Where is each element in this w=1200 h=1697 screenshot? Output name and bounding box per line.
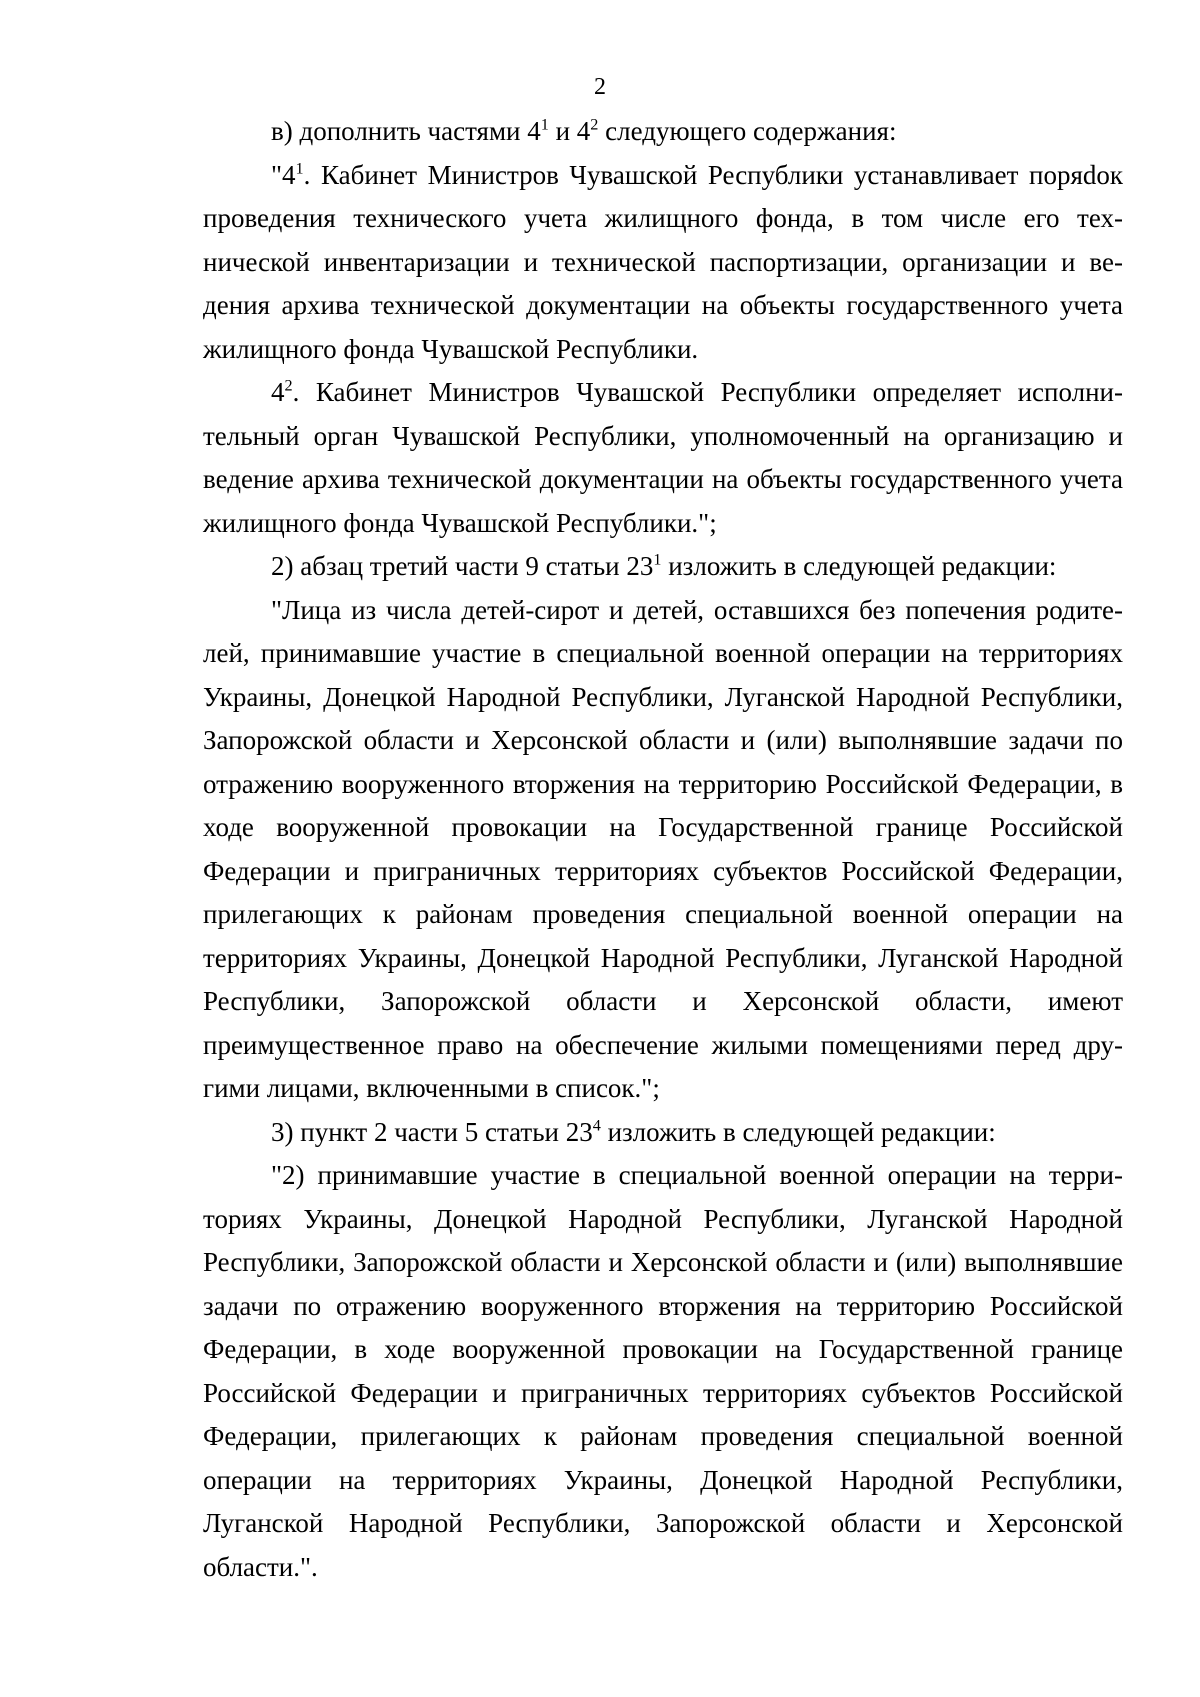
document-body	[203, 110, 1123, 1589]
p-item-3	[203, 1111, 1123, 1155]
p-item-3-text	[203, 1154, 1123, 1589]
text-run: следующего содержания:	[598, 116, 897, 146]
superscript-index: 1	[540, 115, 549, 134]
text-run: 3) пункт 2 части 5 статьи 23	[271, 1116, 593, 1147]
text-run: "2) принимавшие участие в специальной военной операции на территориях Украины, Донецкой Народной Республики, Луганской Народной Республики, Запорожской области и Херсонской области и (или) выполнявшие задачи по отражению вооруженного вторжения на территорию Российской Федерации, в ходе вооруженной провокации на Государственной границе Российской Федерации и приграничных территориях субъектов Российской Федерации, прилегающих к районам проведения специальной военной операции на территориях Украины, Донецкой Народной Республики, Луганской Народной Республики, Запорожской области и Херсонской области.".	[203, 1160, 1123, 1582]
page-number: 2	[594, 74, 606, 100]
text-run: . Кабинет Министров Чувашской Республики определяет исполнительный орган Чувашской Республики, уполномоченный на организацию и ведение архива технической документации на объекты государственного учета жилищного фонда Чувашской Республики.";	[203, 377, 1123, 538]
superscript-index: 1	[295, 158, 304, 177]
p-item-2	[203, 545, 1123, 589]
text-run: . Кабинет Министров Чувашской Республики устанавливает поряdок проведения технического учета жилищного фонда, в том числе его технической инвентаризации и технической паспортизации, организации и ведения архива технической документации на объекты государственного учета жилищного фонда Чувашской Республики.	[203, 159, 1123, 364]
text-run: изложить в следующей редакции:	[600, 1116, 996, 1147]
p-item-2-text	[203, 589, 1123, 1111]
superscript-index: 4	[592, 1115, 601, 1134]
text-run: 4	[271, 377, 285, 407]
text-run: изложить в следующей редакции:	[661, 551, 1057, 581]
p-subpoint-v	[203, 110, 1123, 154]
superscript-index: 2	[284, 376, 293, 395]
p-part-4-1	[203, 154, 1123, 372]
text-run: "4	[271, 159, 296, 190]
superscript-index: 1	[653, 550, 662, 569]
text-run: и 4	[548, 116, 591, 146]
text-run: "Лица из числа детей-сирот и детей, оставшихся без попечения родителей, принимавшие участие в специальной военной операции на территориях Украины, Донецкой Народной Республики, Луганской Народной Республики, Запорожской области и Херсонской области и (или) выполнявшие задачи по отражению вооруженного вторжения на территорию Российской Федерации, в ходе вооруженной провокации на Государственной границе Российской Федерации и приграничных территориях субъектов Российской Федерации, прилегающих к районам проведения специальной военной операции на территориях Украины, Донецкой Народной Республики, Луганской Народной Республики, Запорожской области и Херсонской области, имеют преимущественное право на обеспечение жилыми помещениями перед другими лицами, включенными в список.";	[203, 594, 1123, 1103]
superscript-index: 2	[590, 115, 599, 134]
p-part-4-2	[203, 371, 1123, 545]
text-run: 2) абзац третий части 9 статьи 23	[271, 551, 654, 581]
text-run: в) дополнить частями 4	[271, 116, 541, 146]
